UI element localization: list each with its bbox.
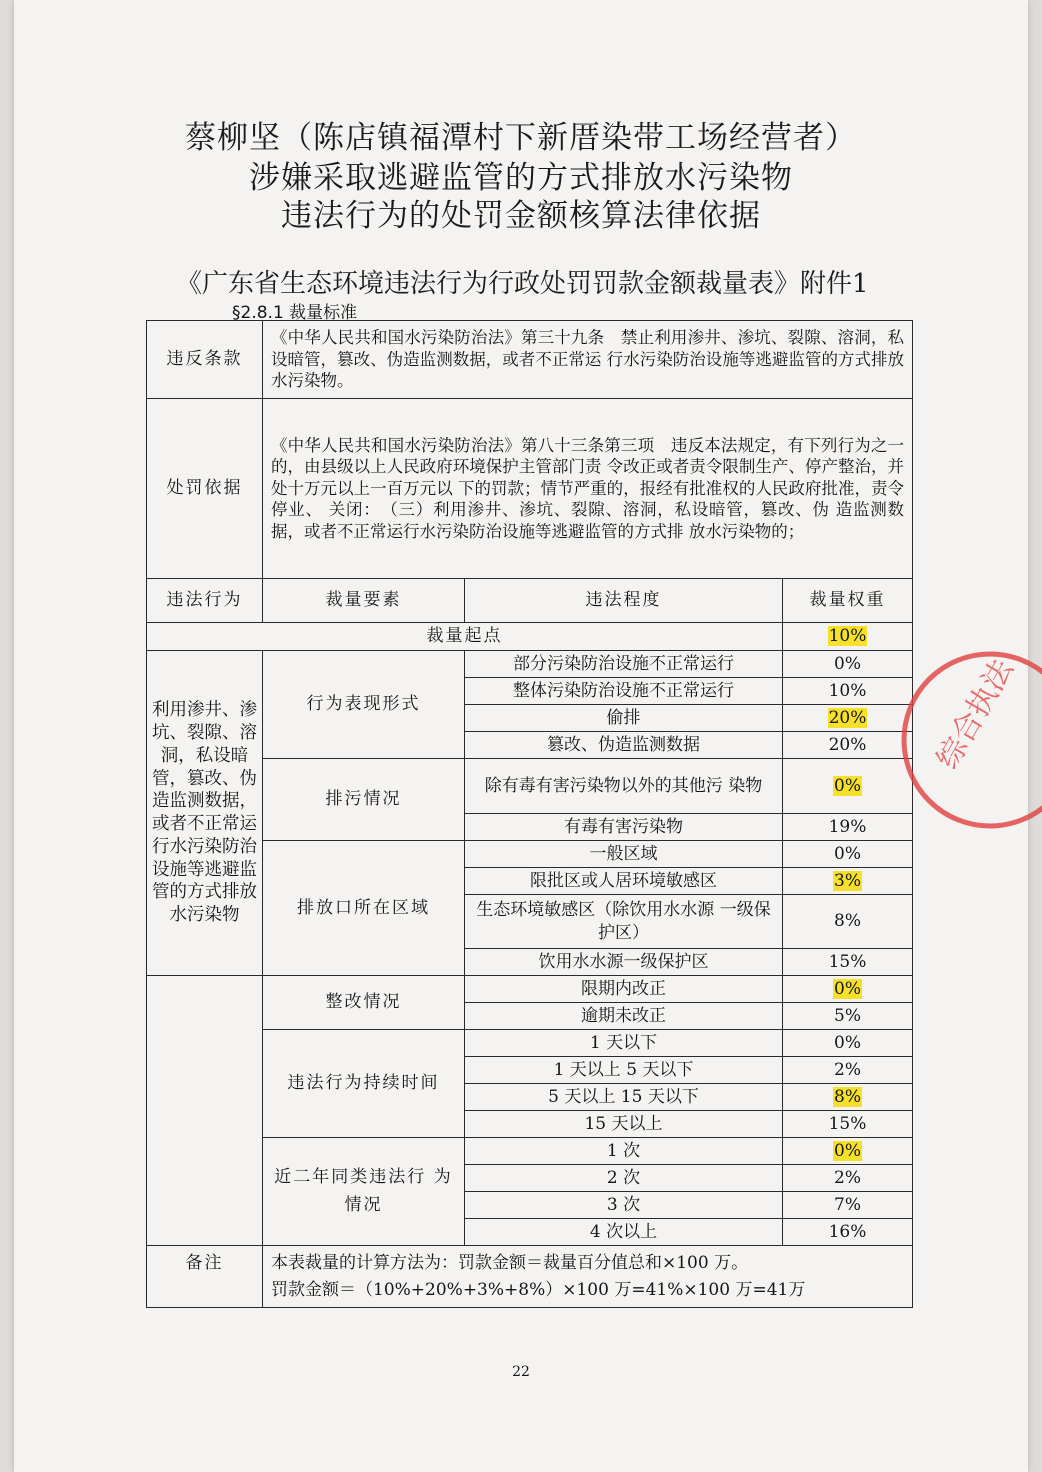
table-row <box>147 651 913 678</box>
official-seal-stamp <box>890 640 1042 840</box>
degree-cell: 篡改、伪造监测数据 <box>465 732 783 759</box>
factor-cell: 违法行为持续时间 <box>263 1030 465 1138</box>
title-line-1: 蔡柳坚（陈店镇福潭村下新厝染带工场经营者） <box>185 120 857 156</box>
weight-cell: 7% <box>783 1192 913 1219</box>
weight-cell: 2% <box>783 1165 913 1192</box>
weight-cell: 5% <box>783 1003 913 1030</box>
degree-cell: 5 天以上 15 天以下 <box>465 1084 783 1111</box>
factor-cell: 整改情况 <box>263 976 465 1030</box>
degree-cell: 2 次 <box>465 1165 783 1192</box>
degree-cell: 3 次 <box>465 1192 783 1219</box>
factor-cell: 排污情况 <box>263 759 465 841</box>
basis-text: 《中华人民共和国水污染防治法》第八十三条第三项 违反本法规定，有下列行为之一的，由县级以上人民政府环境保护主管部门责 令改正或者责令限制生产、停产整治，并处十万元以上一百万元以 下的罚款；情节严重的，报经有批准权的人民政府批准，责令停业、 关闭： （三）利用渗井、渗坑、裂隙、溶洞，私设暗管，篡改、伪 造监测数据，或者不正常运行水污染防治设施等逃避监管的方式排 放水污染物的； <box>263 399 913 579</box>
weight-cell: 15% <box>783 1111 913 1138</box>
weight-cell: 0% <box>783 841 913 868</box>
basis-row <box>147 399 913 579</box>
penalty-table <box>146 320 913 1308</box>
degree-cell: 逾期未改正 <box>465 1003 783 1030</box>
start-row <box>147 623 913 651</box>
degree-cell: 生态环境敏感区（除饮用水水源 一级保护区） <box>465 895 783 949</box>
start-label: 裁量起点 <box>147 623 783 651</box>
degree-cell: 1 天以下 <box>465 1030 783 1057</box>
violation-label: 违反条款 <box>147 321 263 399</box>
header-degree: 违法程度 <box>465 579 783 623</box>
header-factor: 裁量要素 <box>263 579 465 623</box>
degree-cell: 4 次以上 <box>465 1219 783 1246</box>
weight-cell: 16% <box>783 1219 913 1246</box>
factor-cell: 近二年同类违法行 为情况 <box>263 1138 465 1246</box>
weight-cell: 3% <box>834 870 861 891</box>
page-number: 22 <box>512 1364 530 1380</box>
degree-cell: 限批区或人居环境敏感区 <box>465 868 783 895</box>
header-weight: 裁量权重 <box>783 579 913 623</box>
weight-cell: 20% <box>828 707 867 728</box>
table-row <box>147 976 913 1003</box>
degree-cell: 15 天以上 <box>465 1111 783 1138</box>
weight-cell: 0% <box>783 651 913 678</box>
remark-line-2: 罚款金额＝（10%+20%+3%+8%）×100 万=41%×100 万=41万 <box>271 1279 806 1300</box>
degree-cell: 偷排 <box>465 705 783 732</box>
degree-cell: 有毒有害污染物 <box>465 814 783 841</box>
header-row <box>147 579 913 623</box>
subtitle: 《广东省生态环境违法行为行政处罚罚款金额裁量表》附件1 <box>176 269 869 299</box>
weight-cell: 8% <box>834 1086 861 1107</box>
title-line-3: 违法行为的处罚金额核算法律依据 <box>281 198 761 234</box>
remark-label: 备注 <box>147 1246 263 1308</box>
weight-cell: 0% <box>834 1140 861 1161</box>
section-heading: §2.8.1 裁量标准 <box>232 303 358 323</box>
degree-cell: 一般区域 <box>465 841 783 868</box>
weight-cell: 19% <box>783 814 913 841</box>
weight-cell: 15% <box>783 949 913 976</box>
degree-cell: 饮用水水源一级保护区 <box>465 949 783 976</box>
title-line-2: 涉嫌采取逃避监管的方式排放水污染物 <box>249 160 793 196</box>
factor-cell: 排放口所在区域 <box>263 841 465 976</box>
remark-row <box>147 1246 913 1308</box>
weight-cell: 10% <box>783 678 913 705</box>
degree-cell: 整体污染防治设施不正常运行 <box>465 678 783 705</box>
weight-cell: 0% <box>783 1030 913 1057</box>
remark-line-1: 本表裁量的计算方法为：罚款金额＝裁量百分值总和×100 万。 <box>271 1253 749 1274</box>
basis-label: 处罚依据 <box>147 399 263 579</box>
stamp-text: 综合执法 <box>930 653 1021 775</box>
weight-cell: 20% <box>783 732 913 759</box>
start-weight: 10% <box>828 626 867 647</box>
header-behavior: 违法行为 <box>147 579 263 623</box>
weight-cell: 8% <box>783 895 913 949</box>
weight-cell: 2% <box>783 1057 913 1084</box>
weight-cell: 0% <box>834 978 861 999</box>
factor-cell: 行为表现形式 <box>263 651 465 759</box>
degree-cell: 除有毒有害污染物以外的其他污 染物 <box>465 759 783 814</box>
degree-cell: 1 天以上 5 天以下 <box>465 1057 783 1084</box>
violation-row <box>147 321 913 399</box>
degree-cell: 限期内改正 <box>465 976 783 1003</box>
degree-cell: 1 次 <box>465 1138 783 1165</box>
violation-text: 《中华人民共和国水污染防治法》第三十九条 禁止利用渗井、渗坑、裂隙、溶洞，私设暗管，篡改、伪造监测数据，或者不正常运 行水污染防治设施等逃避监管的方式排放水污染物。 <box>263 321 913 399</box>
degree-cell: 部分污染防治设施不正常运行 <box>465 651 783 678</box>
weight-cell: 0% <box>834 775 861 796</box>
behavior-cell-empty <box>147 976 263 1246</box>
behavior-cell: 利用渗井、渗坑、裂隙、溶洞，私设暗管，篡改、伪造监测数据，或者不正常运行水污染防治设施等逃避监管的方式排放水污染物 <box>147 651 263 976</box>
